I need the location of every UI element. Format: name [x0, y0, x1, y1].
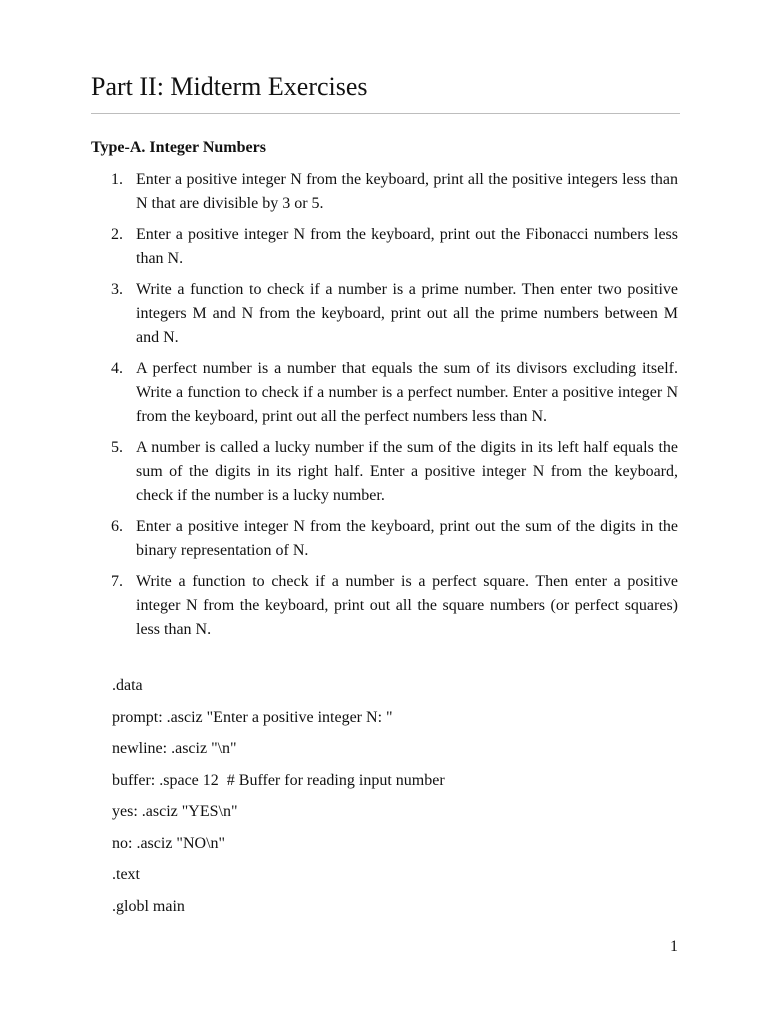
code-line: no: .asciz "NO\n"	[112, 834, 226, 852]
code-line: yes: .asciz "YES\n"	[112, 803, 238, 820]
exercise-text: A perfect number is a number that equals the sum of its divisors excluding itself. Write a function to check if a number is a perfect number. Enter a positive integer N from the keyboard, print out all the perfect numbers less than N.	[136, 360, 678, 425]
section-heading: Type-A. Integer Numbers	[91, 139, 266, 156]
exercise-number: 4.	[111, 360, 123, 377]
page-number: 1	[670, 938, 678, 955]
code-line: .text	[112, 866, 140, 883]
exercise-number: 5.	[111, 439, 123, 456]
exercise-number: 7.	[111, 573, 123, 590]
code-line: buffer: .space 12 # Buffer for reading input number	[112, 771, 445, 789]
exercise-text: A number is called a lucky number if the sum of the digits in its left half equals the sum of the digits in its right half. Enter a positive integer N from the keyboard, check if the number is a lucky number.	[136, 439, 678, 504]
exercise-item	[111, 570, 678, 642]
exercise-text: Write a function to check if a number is a prime number. Then enter two positive integers M and N from the keyboard, print out all the prime numbers between M and N.	[136, 281, 678, 346]
exercise-item	[111, 278, 678, 350]
exercise-item	[111, 515, 678, 563]
exercise-item	[111, 168, 678, 216]
code-line: newline: .asciz "\n"	[112, 740, 237, 757]
exercise-text: Enter a positive integer N from the keyboard, print out the sum of the digits in the binary representation of N.	[136, 518, 678, 559]
exercise-item	[111, 357, 678, 429]
exercise-item	[111, 223, 678, 271]
code-line: prompt: .asciz "Enter a positive integer N: "	[112, 708, 393, 726]
code-line: .data	[112, 677, 143, 694]
assembly-code-block	[112, 674, 672, 926]
page-title: Part II: Midterm Exercises	[91, 72, 368, 101]
exercise-number: 1.	[111, 171, 123, 188]
exercise-text: Enter a positive integer N from the keyboard, print out the Fibonacci numbers less than N.	[136, 226, 678, 267]
exercise-number: 6.	[111, 518, 123, 535]
exercise-list	[111, 168, 678, 649]
exercise-number: 3.	[111, 281, 123, 298]
exercise-item	[111, 436, 678, 508]
exercise-number: 2.	[111, 226, 123, 243]
exercise-text: Write a function to check if a number is a perfect square. Then enter a positive integer N from the keyboard, print out all the square numbers (or perfect squares) less than N.	[136, 573, 678, 638]
title-divider	[91, 113, 680, 114]
code-line: .globl main	[112, 897, 185, 915]
exercise-text: Enter a positive integer N from the keyboard, print all the positive integers less than N that are divisible by 3 or 5.	[136, 171, 678, 212]
